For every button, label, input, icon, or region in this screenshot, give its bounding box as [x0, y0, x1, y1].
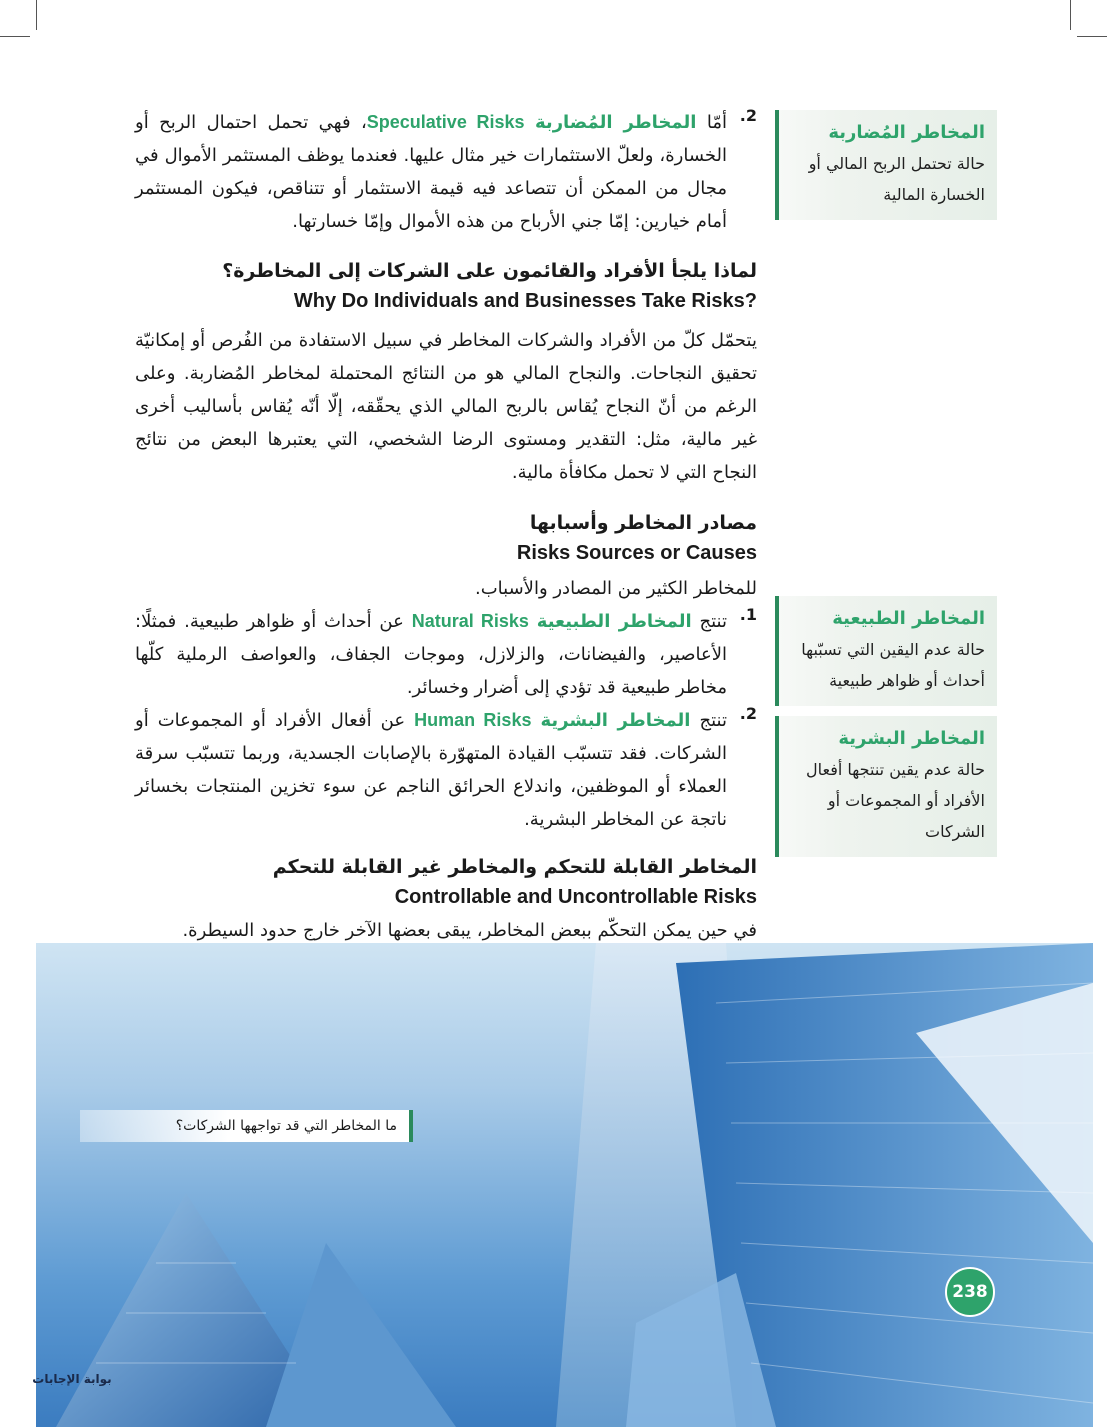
heading-arabic: مصادر المخاطر وأسبابها	[529, 512, 757, 534]
glossary-box-speculative	[775, 110, 997, 220]
term-english: Human Risks	[414, 710, 532, 730]
list-item-body: عن أحداث أو ظواهر طبيعية. فمثلًا: الأعاصير، والفيضانات، والزلازل، وموجات الجفاف، والعواصف الرملية كلّها مخاطر طبيعية قد تؤدي إلى أضرار وخسائر.	[135, 611, 727, 698]
photo-caption: ما المخاطر التي قد تواجهها الشركات؟	[80, 1110, 413, 1142]
heading-arabic: المخاطر القابلة للتحكم والمخاطر غير القابلة للتحكم	[272, 856, 757, 878]
list-item-text	[135, 605, 727, 704]
page-number: 238	[945, 1267, 995, 1317]
term-english: Natural Risks	[411, 611, 529, 631]
heading-english: Why Do Individuals and Businesses Take Risks?	[293, 290, 757, 312]
lead-word: تنتج	[699, 611, 727, 632]
watermark-logo: بوابة الإجابات	[32, 1372, 112, 1386]
paragraph-body: ، فهي تحمل احتمال الربح أو الخسارة، ولعلّ الاستثمارات خير مثال عليها. فعندما يوظف المستثمر الأموال في مجال من الممكن أن تتصاعد فيه قيمة الاستثمار أو تتناقص، فيكون المستثمر أمام خيارين: إمّا جني الأرباح من هذه الأموال وإمّا خسارتها.	[135, 112, 727, 232]
item-number: 1.	[739, 605, 757, 624]
speculative-risks-paragraph	[135, 106, 757, 238]
risk-sources-section	[135, 508, 757, 836]
skyscrapers-illustration	[36, 943, 1093, 1427]
section-body: في حين يمكن التحكّم ببعض المخاطر، يبقى بعضها الآخر خارج حدود السيطرة.	[182, 920, 757, 941]
glossary-term: المخاطر البشرية	[838, 728, 985, 749]
why-take-risks-section	[135, 256, 757, 489]
list-item-body: عن أفعال الأفراد أو المجموعات أو الشركات. فقد تتسبّب القيادة المتهوّرة بالإصابات الجسدية، وربما تتسبّب سرقة العملاء أو الموظفين، واندلاع الحرائق الناجم عن سوء تخزين المنتجات بخسائر ناتجة عن المخاطر البشرية.	[135, 710, 727, 830]
glossary-term: المخاطر المُضاربة	[828, 122, 985, 143]
list-item	[135, 605, 757, 704]
glossary-definition: حالة عدم اليقين التي تسبّبها أحداث أو ظواهر طبيعية	[801, 640, 985, 690]
section-body: يتحمّل كلّ من الأفراد والشركات المخاطر في سبيل الاستفادة من الفُرص أو إمكانيّة تحقيق النجاحات. والنجاح المالي هو من النتائج المحتملة لمخاطر المُضاربة. وعلى الرغم من أنّ النجاح يُقاس بالربح المالي الذي يحقّقه، إلّا أنّه يُقاس بأساليب أخرى غير مالية، مثل: التقدير ومستوى الرضا الشخصي، التي يعتبرها البعض من نتائج النجاح التي لا تحمل مكافأة مالية.	[135, 330, 757, 483]
item-number: 2.	[739, 106, 757, 125]
heading-arabic: لماذا يلجأ الأفراد والقائمون على الشركات إلى المخاطرة؟	[222, 260, 757, 282]
term-english: Speculative Risks	[366, 112, 525, 132]
section-intro: للمخاطر الكثير من المصادر والأسباب.	[475, 578, 757, 599]
glossary-term: المخاطر الطبيعية	[832, 608, 985, 629]
heading-english: Risks Sources or Causes	[516, 542, 757, 564]
list-item	[135, 704, 757, 836]
term-arabic: المخاطر البشرية	[540, 710, 691, 731]
glossary-definition: حالة عدم يقين تنتجها أفعال الأفراد أو المجموعات أو الشركات	[806, 760, 985, 841]
controllable-risks-section	[135, 852, 757, 947]
paragraph-text	[135, 106, 727, 238]
term-arabic: المخاطر الطبيعية	[536, 611, 692, 632]
item-number: 2.	[739, 704, 757, 723]
glossary-definition: حالة تحتمل الربح المالي أو الخسارة المالية	[808, 154, 985, 204]
glossary-box-natural	[775, 596, 997, 706]
skyscrapers-photo	[36, 943, 1093, 1427]
lead-word: أمّا	[706, 112, 727, 133]
term-arabic: المخاطر المُضاربة	[535, 112, 697, 133]
glossary-box-human	[775, 716, 997, 857]
list-item-text	[135, 704, 727, 836]
heading-english: Controllable and Uncontrollable Risks	[394, 886, 757, 908]
lead-word: تنتج	[699, 710, 727, 731]
